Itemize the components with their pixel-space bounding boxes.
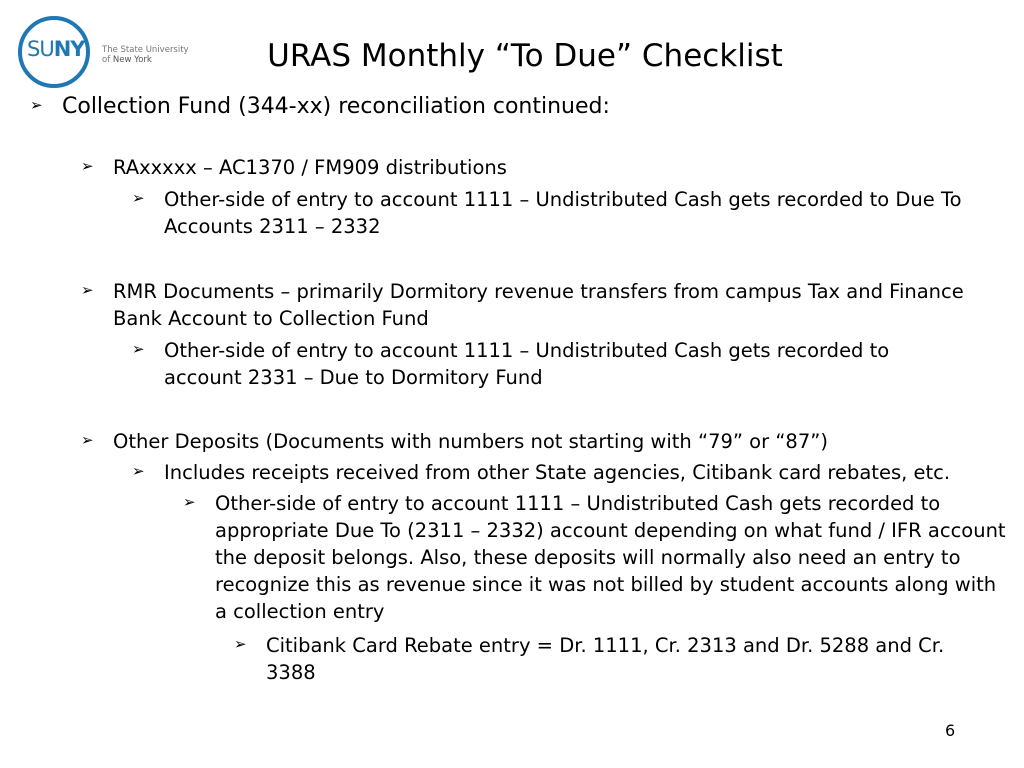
bullet-arrow-icon: ➢ (81, 281, 94, 299)
bullet-rmr-other-side: Other-side of entry to account 1111 – Undistributed Cash gets recorded to account 2331 – Due to Dormitory Fund (164, 339, 890, 389)
bullet-raxxxxx: RAxxxxx – AC1370 / FM909 distributions (113, 156, 507, 179)
bullet-arrow-icon: ➢ (132, 189, 145, 207)
logo-mark-ny: NY (53, 37, 85, 61)
bullet-arrow-icon: ➢ (132, 340, 145, 358)
bullet-collection-fund: Collection Fund (344-xx) reconciliation continued: (62, 94, 610, 119)
bullet-arrow-icon: ➢ (234, 635, 247, 653)
bullet-rmr-documents: RMR Documents – primarily Dormitory revenue transfers from campus Tax and Finance Bank Account to Collection Fund (113, 280, 964, 330)
slide-title: URAS Monthly “To Due” Checklist (267, 38, 783, 74)
logo-mark-su: SU (27, 37, 54, 61)
logo-line-2-bold: New York (112, 55, 152, 65)
logo-line-2-prefix: of (102, 55, 111, 65)
bullet-includes-receipts: Includes receipts received from other State agencies, Citibank card rebates, etc. (164, 461, 951, 484)
bullet-arrow-icon: ➢ (132, 462, 145, 480)
bullet-other-deposits-other-side: Other-side of entry to account 1111 – Undistributed Cash gets recorded to appropriate Due To (2311 – 2332) account depending on what fund / IFR account the deposit belongs. Also, these deposits will normally also need an entry to recognize this as revenue since it was not billed by student accounts along with a collection entry (215, 492, 1006, 623)
bullet-other-deposits: Other Deposits (Documents with numbers not starting with “79” or “87”) (113, 430, 828, 453)
bullet-arrow-icon: ➢ (81, 431, 94, 449)
bullet-citibank-rebate-entry: Citibank Card Rebate entry = Dr. 1111, Cr. 2313 and Dr. 5288 and Cr. 3388 (266, 634, 945, 684)
bullet-arrow-icon: ➢ (30, 96, 43, 114)
bullet-raxxxxx-other-side: Other-side of entry to account 1111 – Undistributed Cash gets recorded to Due To Accounts 2311 – 2332 (164, 188, 962, 238)
logo-line-1: The State University (102, 45, 189, 55)
page-number: 6 (945, 721, 956, 740)
bullet-arrow-icon: ➢ (183, 493, 196, 511)
bullet-arrow-icon: ➢ (81, 157, 94, 175)
